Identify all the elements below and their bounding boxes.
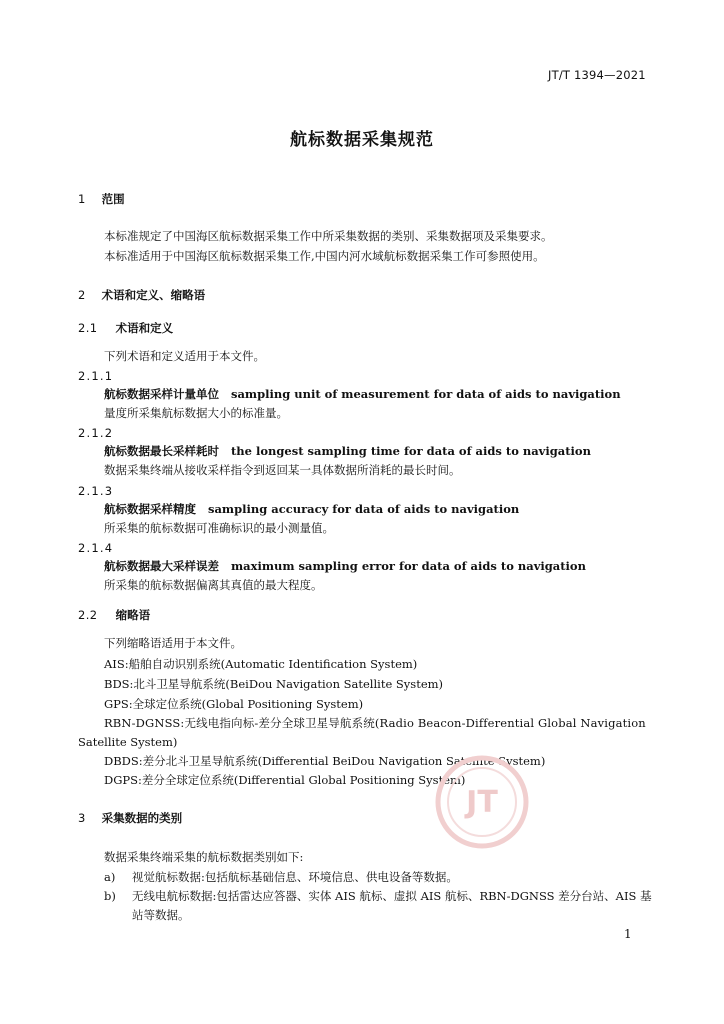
list-item: [104, 889, 652, 903]
list-item-text: 无线电航标数据:包括雷达应答器、实体 AIS 航标、虚拟 AIS 航标、RBN-DGNSS 差分台站、AIS 基: [132, 889, 652, 903]
term-number: 2.1.3: [78, 484, 114, 498]
section-number: 3: [78, 811, 86, 825]
list-item-text: 视觉航标数据:包括航标基础信息、环境信息、供电设备等数据。: [132, 870, 458, 884]
list-item-label: b): [104, 889, 116, 903]
abbrev-item: GPS:全球定位系统(Global Positioning System): [104, 697, 364, 711]
abbrev-item: DBDS:差分北斗卫星导航系统(Differential BeiDou Navigation Satellite System): [104, 754, 546, 768]
section-label: 采集数据的类别: [101, 811, 183, 825]
jt-watermark-logo: [432, 752, 532, 852]
term-number: 2.1.4: [78, 541, 114, 555]
section-number: 1: [78, 192, 86, 206]
section-3-heading: [78, 811, 182, 825]
abbrev-item: RBN-DGNSS:无线电指向标-差分全球卫星导航系统(Radio Beacon-Differential Global Navigation: [104, 716, 646, 730]
term-zh: 航标数据最大采样误差: [104, 559, 219, 573]
section-label: 术语和定义、缩略语: [101, 288, 206, 302]
section-1-heading: [78, 192, 125, 206]
standard-code: JT/T 1394—2021: [548, 68, 646, 82]
terms-intro: 下列术语和定义适用于本文件。: [104, 349, 265, 363]
term-definition: 数据采集终端从接收采样指令到返回某一具体数据所消耗的最长时间。: [104, 463, 461, 477]
term-title: [104, 502, 519, 516]
section-2-heading: [78, 288, 205, 302]
scope-paragraph-1: 本标准规定了中国海区航标数据采集工作中所采集数据的类别、采集数据项及采集要求。: [104, 229, 553, 243]
abbrev-item-continuation: Satellite System): [78, 735, 178, 749]
term-zh: 航标数据采样计量单位: [104, 387, 219, 401]
abbrev-item: AIS:船舶自动识别系统(Automatic Identification System): [104, 657, 418, 671]
term-zh: 航标数据采样精度: [104, 502, 196, 516]
abbrev-intro: 下列缩略语适用于本文件。: [104, 636, 242, 650]
section-label: 术语和定义: [115, 321, 174, 335]
section-number: 2.2: [78, 608, 98, 622]
term-definition: 所采集的航标数据可准确标识的最小测量值。: [104, 521, 334, 535]
term-en: sampling unit of measurement for data of aids to navigation: [231, 387, 621, 401]
section-2-2-heading: [78, 608, 150, 622]
term-en: sampling accuracy for data of aids to navigation: [208, 502, 520, 516]
term-number: 2.1.1: [78, 369, 114, 383]
term-title: [104, 559, 586, 573]
term-en: maximum sampling error for data of aids to navigation: [231, 559, 586, 573]
term-zh: 航标数据最长采样耗时: [104, 444, 219, 458]
scope-paragraph-2: 本标准适用于中国海区航标数据采集工作,中国内河水域航标数据采集工作可参照使用。: [104, 249, 545, 263]
section-number: 2.1: [78, 321, 98, 335]
list-item: [104, 870, 458, 884]
term-en: the longest sampling time for data of aids to navigation: [231, 444, 591, 458]
term-title: [104, 444, 591, 458]
section-number: 2: [78, 288, 86, 302]
section-label: 缩略语: [115, 608, 151, 622]
section-label: 范围: [101, 192, 125, 206]
term-title: [104, 387, 621, 401]
page-title: 航标数据采集规范: [290, 130, 434, 150]
page-number: 1: [624, 927, 632, 941]
list-item-continuation: 站等数据。: [132, 908, 190, 922]
abbrev-item: BDS:北斗卫星导航系统(BeiDou Navigation Satellite System): [104, 677, 444, 691]
section-2-1-heading: [78, 321, 173, 335]
svg-text:JT: JT: [466, 785, 498, 820]
term-number: 2.1.2: [78, 426, 114, 440]
list-item-label: a): [104, 870, 116, 884]
term-definition: 量度所采集航标数据大小的标准量。: [104, 406, 288, 420]
term-definition: 所采集的航标数据偏离其真值的最大程度。: [104, 578, 323, 592]
categories-intro: 数据采集终端采集的航标数据类别如下:: [104, 850, 304, 864]
abbrev-item: DGPS:差分全球定位系统(Differential Global Positioning System): [104, 773, 466, 787]
